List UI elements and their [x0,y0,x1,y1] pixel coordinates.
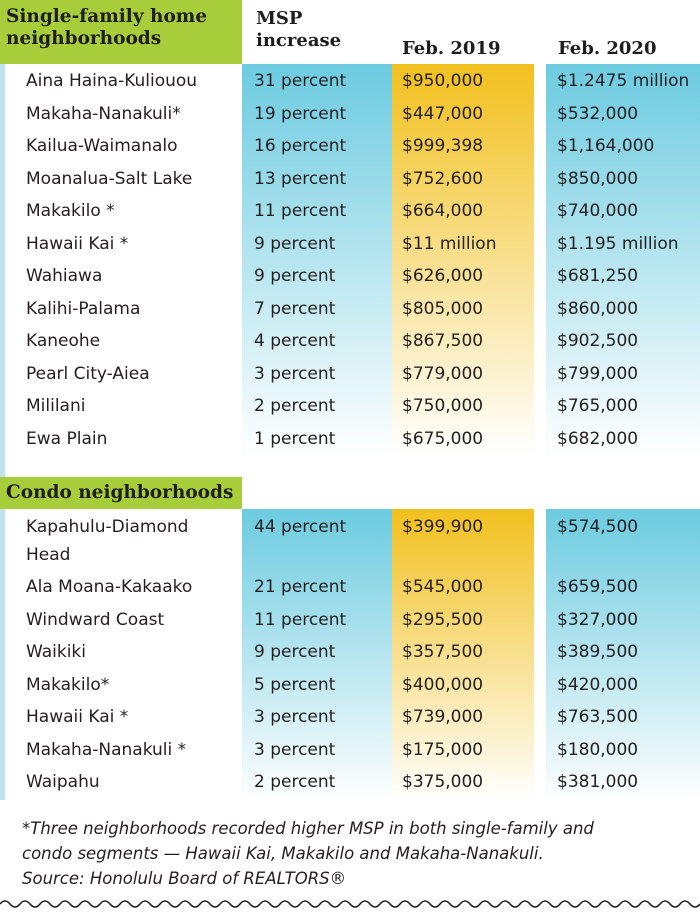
msp-increase-cell: 9 percent [254,642,336,662]
feb-2020-cell: $860,000 [557,298,639,319]
feb-2019-cell: $545,000 [402,577,484,597]
neighborhood-cell: Aina Haina-Kuliouou [26,71,198,91]
neighborhood-cell: Kailua-Waimanalo [26,136,178,156]
feb-2019-cell: $779,000 [402,363,484,384]
single-family-title-line2: neighborhoods [6,28,162,49]
msp-increase-cell: 4 percent [254,331,336,351]
feb-2020-cell: $681,250 [557,266,639,286]
feb-2019-cell: $752,600 [402,168,484,189]
neighborhood-cell: Waipahu [26,772,100,792]
feb-2019-cell: $750,000 [402,396,484,416]
msp-increase-cell: 7 percent [254,298,336,319]
feb-2019-cell: $664,000 [402,201,484,221]
neighborhood-cell: Makakilo* [26,674,110,695]
feb-2019-cell: $295,500 [402,609,484,630]
msp-increase-cell: 3 percent [254,739,336,760]
feb-2019-cell: $357,500 [402,642,484,662]
col-header-feb-2020: Feb. 2020 [558,38,657,59]
col-header-msp-increase [256,8,341,52]
neighborhood-cell: Waikiki [26,642,86,662]
feb-2019-cell: $11 million [402,233,497,254]
feb-2020-cell: $180,000 [557,739,639,760]
feb-2019-cell: $805,000 [402,298,484,319]
neighborhood-cell: Makakilo * [26,201,115,221]
neighborhood-cell: Hawaii Kai * [26,707,129,727]
msp-increase-cell: 21 percent [254,577,347,597]
neighborhood-cell: Makaha-Nanakuli * [26,739,187,760]
neighborhood-cell: Kalihi-Palama [26,298,141,319]
feb-2020-cell: $420,000 [557,674,639,695]
msp-increase-cell: 9 percent [254,233,336,254]
feb-2020-cell: $799,000 [557,363,639,384]
msp-increase-cell: 3 percent [254,707,336,727]
col-header-msp-line1: MSP [256,8,303,29]
feb-2019-cell: $867,500 [402,331,484,351]
single-family-title-line1: Single-family home [6,6,208,27]
wavy-border-decoration [0,896,700,912]
neighborhood-cell: Moanalua-Salt Lake [26,168,193,189]
feb-2020-cell: $765,000 [557,396,639,416]
col-header-feb-2019: Feb. 2019 [402,38,501,59]
feb-2020-cell: $574,500 [557,517,639,537]
left-accent-rule [0,0,5,800]
msp-increase-cell: 2 percent [254,772,336,792]
msp-increase-cell: 2 percent [254,396,336,416]
feb-2020-cell: $659,500 [557,577,639,597]
neighborhood-cell: Ewa Plain [26,428,108,449]
msp-increase-cell: 5 percent [254,674,336,695]
msp-increase-cell: 1 percent [254,428,336,449]
feb-2020-cell: $389,500 [557,642,639,662]
msp-increase-cell: 13 percent [254,168,347,189]
feb-2020-cell: $902,500 [557,331,639,351]
feb-2020-cell: $1.2475 million [557,71,690,91]
msp-increase-cell: 16 percent [254,136,347,156]
footnote-line1: *Three neighborhoods recorded higher MSP in both single-family and [22,819,594,838]
msp-increase-cell: 9 percent [254,266,336,286]
neighborhood-cell: Pearl City-Aiea [26,363,150,384]
neighborhood-cell: Ala Moana-Kakaako [26,577,193,597]
msp-increase-cell: 19 percent [254,103,347,124]
feb-2019-cell: $626,000 [402,266,484,286]
feb-2019-cell: $999,398 [402,136,484,156]
condo-section-title: Condo neighborhoods [0,477,242,509]
msp-increase-cell: 11 percent [254,609,347,630]
msp-increase-cell: 31 percent [254,71,347,91]
feb-2020-cell: $327,000 [557,609,639,630]
neighborhood-cell: Windward Coast [26,609,165,630]
msp-increase-cell: 11 percent [254,201,347,221]
feb-2019-cell: $400,000 [402,674,484,695]
feb-2020-cell: $532,000 [557,103,639,124]
footnote-source: Source: Honolulu Board of REALTORS® [22,869,347,888]
neighborhood-cell: Mililani [26,396,86,416]
feb-2020-cell: $740,000 [557,201,639,221]
feb-2019-cell: $375,000 [402,772,484,792]
feb-2019-cell: $675,000 [402,428,484,449]
feb-2020-cell: $682,000 [557,428,639,449]
feb-2019-cell: $175,000 [402,739,484,760]
col-header-msp-line2: increase [256,30,342,51]
neighborhood-cell: Kaneohe [26,331,101,351]
msp-increase-cell: 44 percent [254,517,347,537]
feb-2020-cell: $850,000 [557,168,639,189]
neighborhood-cell: Hawaii Kai * [26,233,129,254]
feb-2020-cell: $381,000 [557,772,639,792]
footnote-line2: condo segments — Hawaii Kai, Makakilo and Makaha-Nanakuli. [22,844,544,863]
feb-2019-cell: $950,000 [402,71,484,91]
footnote [22,816,692,891]
msp-increase-cell: 3 percent [254,363,336,384]
feb-2020-cell: $1,164,000 [557,136,655,156]
single-family-section-title [0,0,242,64]
feb-2020-cell: $763,500 [557,707,639,727]
neighborhood-cell: Kapahulu-Diamond Head [26,517,189,565]
feb-2019-cell: $447,000 [402,103,484,124]
feb-2019-cell: $399,900 [402,517,484,537]
neighborhood-cell: Wahiawa [26,266,103,286]
feb-2019-cell: $739,000 [402,707,484,727]
feb-2020-cell: $1.195 million [557,233,679,254]
neighborhood-cell: Makaha-Nanakuli* [26,103,181,124]
